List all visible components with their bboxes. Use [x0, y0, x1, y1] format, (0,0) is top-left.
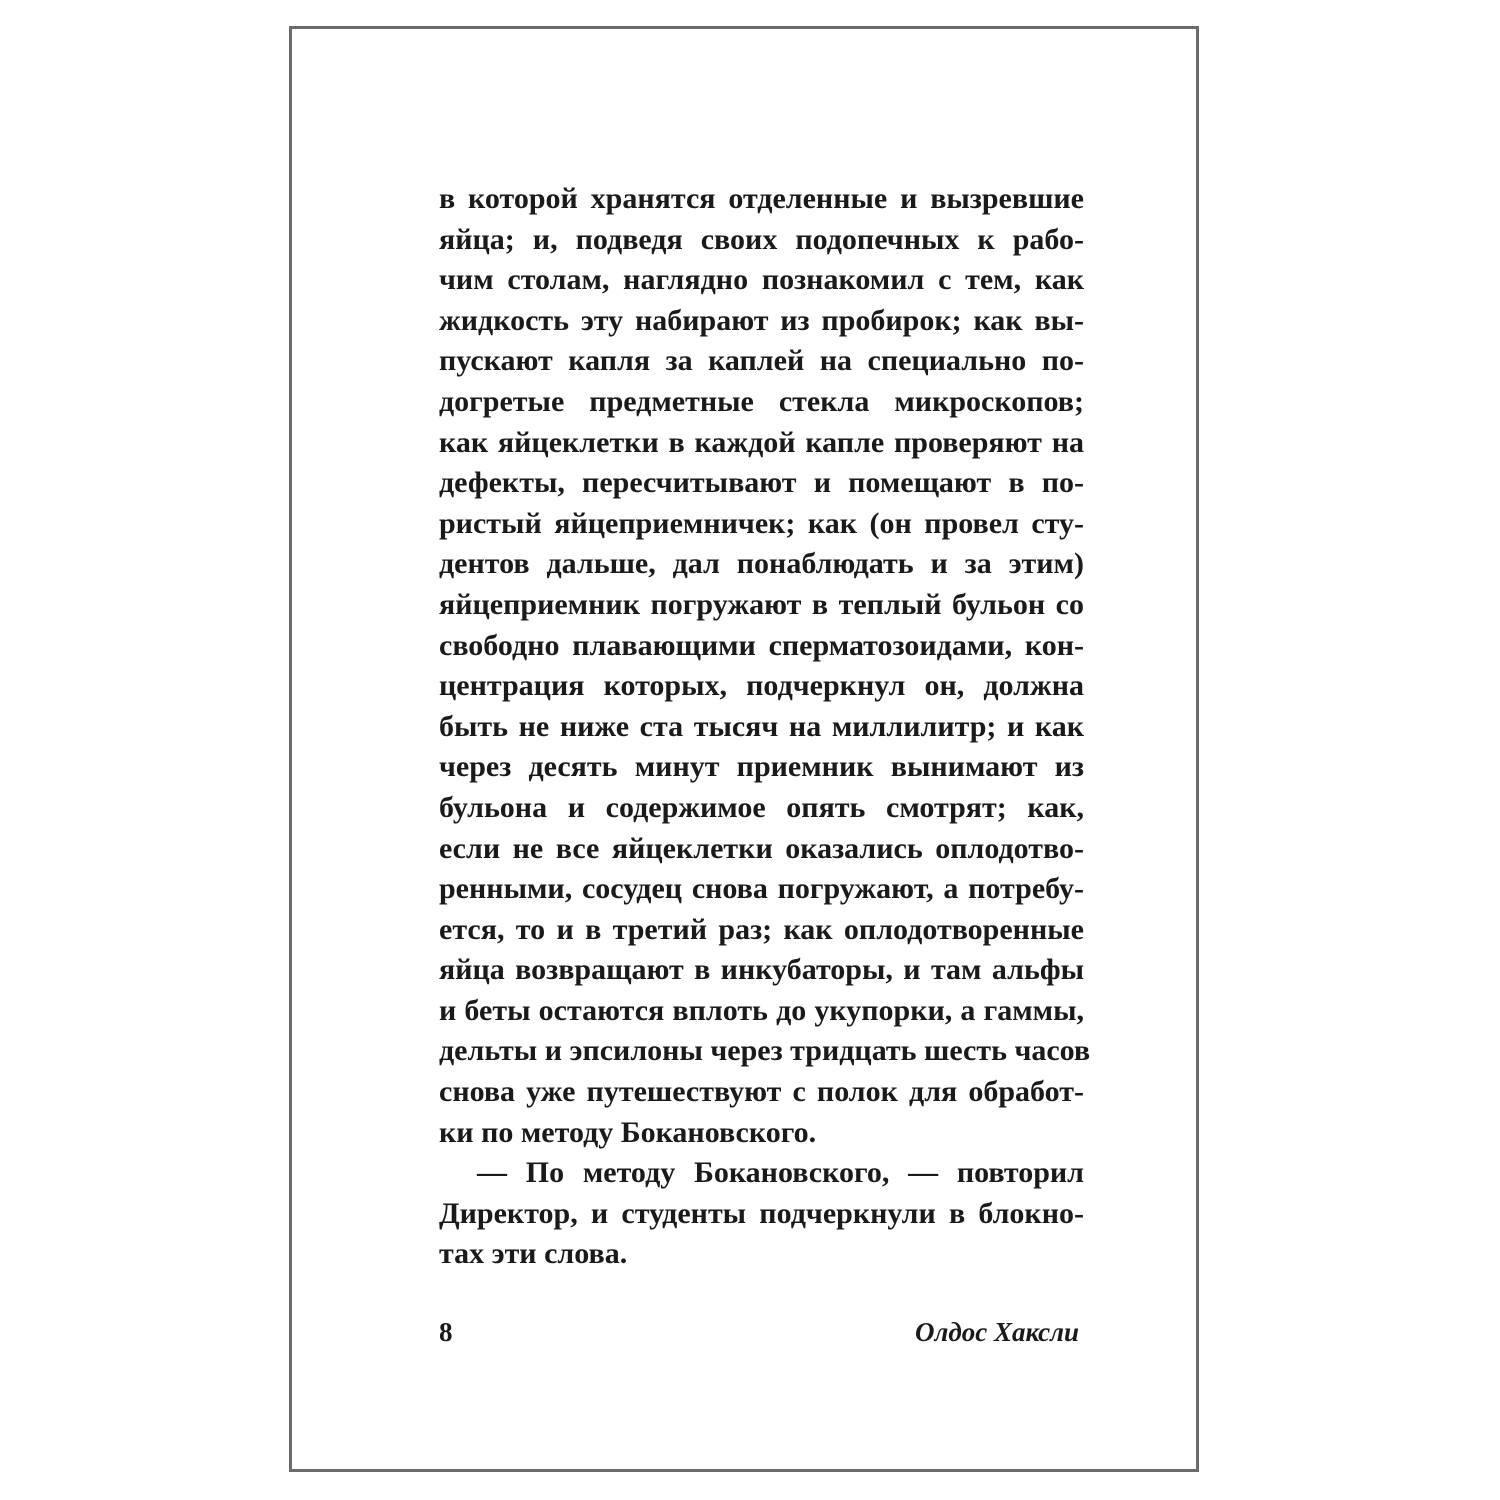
text-line: и беты остаются вплоть до укупорки, а гаммы, — [439, 993, 1084, 1027]
text-line: быть не ниже ста тысяч на миллилитр; и как — [439, 709, 1084, 743]
text-line: тах эти слова. — [439, 1237, 628, 1271]
text-line: яйца возвращают в инкубаторы, и там альфы — [439, 953, 1084, 987]
text-line: как яйцеклетки в каждой капле проверяют на — [439, 425, 1084, 459]
text-line: снова уже путешествуют с полок для обработ- — [439, 1075, 1084, 1109]
text-line: яйца; и, подведя своих подопечных к рабо- — [439, 222, 1084, 256]
body-text — [439, 179, 1091, 1275]
text-line: Директор, и студенты подчеркнули в блокно- — [439, 1196, 1084, 1230]
text-line: пускают капля за каплей на специально по- — [439, 344, 1084, 378]
text-line: дельты и эпсилоны через тридцать шесть часов — [439, 1034, 1091, 1068]
text-line: чим столам, наглядно познакомил с тем, как — [439, 263, 1084, 297]
text-line: ристый яйцеприемничек; как (он провел сту- — [439, 506, 1084, 540]
text-line: бульона и содержимое опять смотрят; как, — [439, 790, 1084, 824]
text-line: ки по методу Бокановского. — [439, 1115, 817, 1149]
text-line: жидкость эту набирают из пробирок; как вы- — [439, 303, 1084, 337]
text-line: яйцеприемник погружают в теплый бульон со — [439, 587, 1084, 621]
text-line: ренными, сосудец снова погружают, а потребу- — [439, 872, 1084, 906]
text-line: центрация которых, подчеркнул он, должна — [439, 669, 1084, 703]
text-line: дентов дальше, дал понаблюдать и за этим) — [439, 547, 1084, 581]
text-line: ется, то и в третий раз; как оплодотворенные — [439, 912, 1084, 946]
text-line: если не все яйцеклетки оказались оплодотво- — [439, 831, 1084, 865]
text-line: — По методу Бокановского, — повторил — [477, 1156, 1084, 1190]
text-line: в которой хранятся отделенные и вызревшие — [439, 182, 1084, 215]
running-footer-author: Олдос Хаксли — [914, 1317, 1079, 1347]
page-number: 8 — [439, 1317, 453, 1347]
text-line: догретые предметные стекла микроскопов; — [439, 384, 1084, 418]
text-line: дефекты, пересчитывают и помещают в по- — [439, 466, 1084, 500]
book-page — [289, 26, 1199, 1472]
text-line: свободно плавающими сперматозоидами, кон- — [439, 628, 1084, 662]
text-line: через десять минут приемник вынимают из — [439, 750, 1084, 784]
